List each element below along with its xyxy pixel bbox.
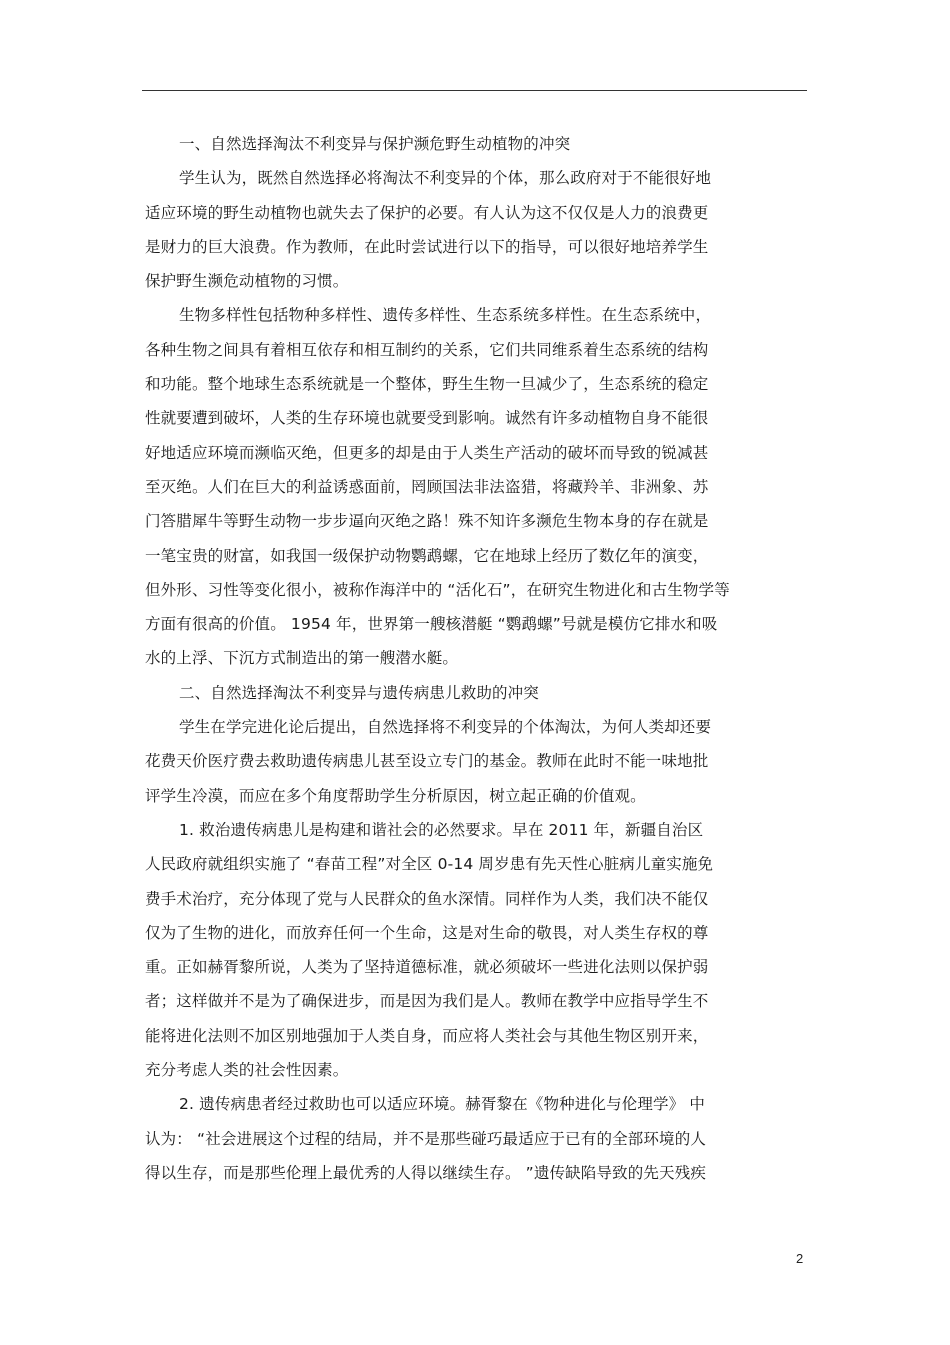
paragraph-line: 学生认为，既然自然选择必将淘汰不利变异的个体，那么政府对于不能很好地 (179, 169, 712, 188)
paragraph-line: 评学生冷漠，而应在多个角度帮助学生分析原因，树立起正确的价值观。 (145, 786, 646, 805)
paragraph-line: 和功能。整个地球生态系统就是一个整体，野生生物一旦减少了，生态系统的稳定 (145, 375, 709, 394)
paragraph-line: 认为： “社会进展这个过程的结局，并不是那些碰巧最适应于已有的全部环境的人 (145, 1129, 707, 1148)
paragraph-line: 充分考虑人类的社会性因素。 (145, 1061, 349, 1080)
paragraph-line: 生物多样性包括物种多样性、遗传多样性、生态系统多样性。在生态系统中， (179, 306, 712, 325)
paragraph-line: 方面有很高的价值。 1954 年，世界第一艘核潜艇 “鹦鹉螺”号就是模仿它排水和吸 (145, 615, 718, 634)
paragraph-line: 重。正如赫胥黎所说，人类为了坚持道德标准，就必须破坏一些进化法则以保护弱 (145, 958, 709, 977)
paragraph-line: 保护野生濒危动植物的习惯。 (145, 272, 349, 291)
paragraph-line: 适应环境的野生动植物也就失去了保护的必要。有人认为这不仅仅是人力的浪费更 (145, 203, 709, 222)
paragraph-line: 一笔宝贵的财富，如我国一级保护动物鹦鹉螺，它在地球上经历了数亿年的演变， (145, 546, 709, 565)
page-number: 2 (796, 1251, 804, 1266)
paragraph-line: 是财力的巨大浪费。作为教师，在此时尝试进行以下的指导，可以很好地培养学生 (145, 237, 709, 256)
section-heading-2: 二、自然选择淘汰不利变异与遗传病患儿救助的冲突 (179, 683, 539, 702)
paragraph-line: 门答腊犀牛等野生动物一步步逼向灭绝之路！殊不知许多濒危生物本身的存在就是 (145, 512, 709, 531)
paragraph-line: 但外形、习性等变化很小，被称作海洋中的 “活化石”，在研究生物进化和古生物学等 (145, 580, 730, 599)
paragraph-line: 得以生存，而是那些伦理上最优秀的人得以继续生存。 ”遗传缺陷导致的先天残疾 (145, 1163, 707, 1182)
paragraph-line: 各种生物之间具有着相互依存和相互制约的关系，它们共同维系着生态系统的结构 (145, 340, 709, 359)
paragraph-line: 人民政府就组织实施了 “春苗工程”对全区 0-14 周岁患有先天性心脏病儿童实施免 (145, 855, 714, 874)
paragraph-line: 费手术治疗，充分体现了党与人民群众的鱼水深情。同样作为人类，我们决不能仅 (145, 889, 709, 908)
paragraph-line: 性就要遭到破坏，人类的生存环境也就要受到影响。诚然有许多动植物自身不能很 (145, 409, 709, 428)
paragraph-line: 花费天价医疗费去救助遗传病患儿甚至设立专门的基金。教师在此时不能一味地批 (145, 752, 709, 771)
paragraph-line: 水的上浮、下沉方式制造出的第一艘潜水艇。 (145, 649, 459, 668)
paragraph-line: 者；这样做并不是为了确保进步，而是因为我们是人。教师在教学中应指导学生不 (145, 992, 709, 1011)
paragraph-line: 学生在学完进化论后提出，自然选择将不利变异的个体淘汰，为何人类却还要 (179, 718, 712, 737)
numbered-point-1: 1. 救治遗传病患儿是构建和谐社会的必然要求。早在 2011 年，新疆自治区 (179, 820, 704, 839)
body-text (145, 127, 805, 1190)
paragraph-line: 至灭绝。人们在巨大的利益诱惑面前，罔顾国法非法盗猎，将藏羚羊、非洲象、苏 (145, 477, 709, 496)
paragraph-line: 能将进化法则不加区别地强加于人类自身，而应将人类社会与其他生物区别开来， (145, 1026, 709, 1045)
section-heading-1: 一、自然选择淘汰不利变异与保护濒危野生动植物的冲突 (179, 135, 571, 153)
paragraph-line: 仅为了生物的进化，而放弃任何一个生命，这是对生命的敬畏，对人类生存权的尊 (145, 923, 709, 942)
paragraph-line: 好地适应环境而濒临灭绝，但更多的却是由于人类生产活动的破坏而导致的锐减甚 (145, 443, 709, 462)
header-rule (142, 90, 807, 91)
numbered-point-2: 2. 遗传病患者经过救助也可以适应环境。赫胥黎在《物种进化与伦理学》 中 (179, 1095, 706, 1114)
